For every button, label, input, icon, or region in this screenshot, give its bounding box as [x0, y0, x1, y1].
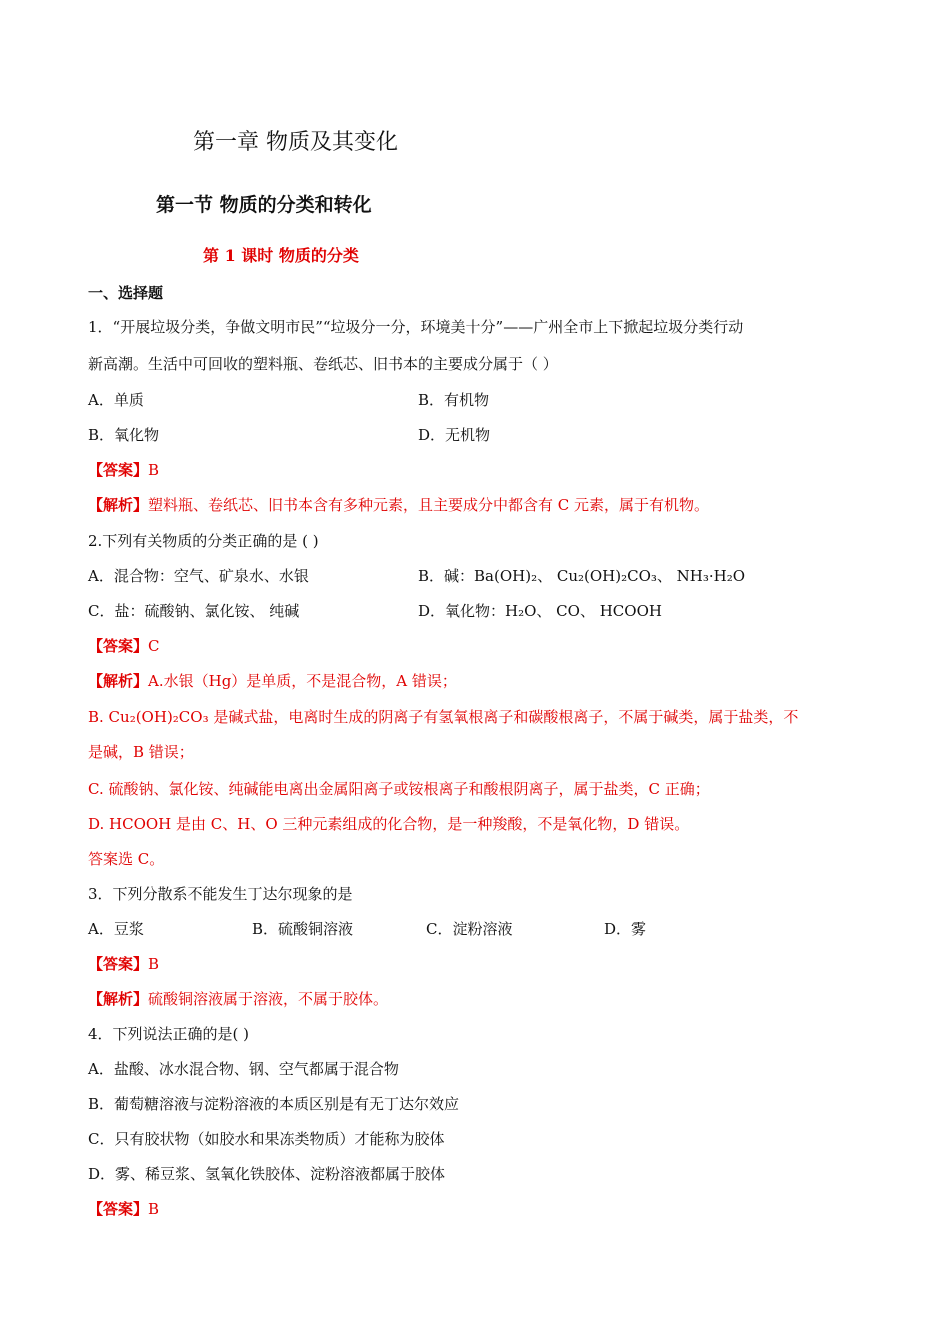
- q3-analysis: [88, 988, 388, 1009]
- answer-value: B: [148, 955, 160, 973]
- q2-option-b: B．碱：Ba(OH)₂、 Cu₂(OH)₂CO₃、 NH₃·H₂O: [418, 567, 746, 585]
- q2-option-d: D．氧化物：H₂O、 CO、 HCOOH: [418, 602, 662, 620]
- answer-value: B: [148, 461, 160, 479]
- q1-stem-line2: 新高潮。生活中可回收的塑料瓶、卷纸芯、旧书本的主要成分属于（ ）: [88, 355, 558, 373]
- q1-option-c: B．氧化物: [88, 426, 160, 444]
- lesson-title: 第 1 课时 物质的分类: [203, 246, 359, 265]
- q3-option-d: D．雾: [604, 920, 647, 938]
- section-title: 第一节 物质的分类和转化: [156, 194, 372, 216]
- answer-label: 【答案】: [88, 1200, 149, 1218]
- q4-option-c: C．只有胶状物（如胶水和果冻类物质）才能称为胶体: [88, 1130, 445, 1148]
- analysis-label: 【解析】: [88, 496, 149, 514]
- q2-option-c: C．盐：硫酸钠、氯化铵、 纯碱: [88, 602, 300, 620]
- q4-stem: 4．下列说法正确的是( ): [88, 1025, 250, 1043]
- answer-label: 【答案】: [88, 637, 149, 655]
- q2-answer: [88, 635, 160, 656]
- q1-option-a: A．单质: [88, 391, 144, 409]
- q2-analysis-b-line2: 是碱，B 错误；: [88, 743, 194, 761]
- q2-analysis-d: D. HCOOH 是由 C、H、O 三种元素组成的化合物，是一种羧酸，不是氧化物，D 错误。: [88, 815, 690, 833]
- q1-stem-line1: 1．“开展垃圾分类，争做文明市民”“垃圾分一分，环境美十分”——广州全市上下掀起垃圾分类行动: [88, 318, 744, 336]
- analysis-text: 硫酸铜溶液属于溶液，不属于胶体。: [148, 990, 389, 1008]
- q2-option-a: A．混合物：空气、矿泉水、水银: [88, 567, 309, 585]
- q3-answer: [88, 953, 159, 974]
- q4-answer: [88, 1198, 159, 1219]
- q4-option-a: A．盐酸、冰水混合物、钢、空气都属于混合物: [88, 1060, 399, 1078]
- q2-stem: 2.下列有关物质的分类正确的是 ( ): [88, 532, 319, 550]
- q2-conclusion: 答案选 C。: [88, 850, 165, 868]
- q1-answer: [88, 459, 159, 480]
- q1-option-b: B．有机物: [418, 391, 490, 409]
- q4-option-d: D．雾、稀豆浆、氢氧化铁胶体、淀粉溶液都属于胶体: [88, 1165, 446, 1183]
- analysis-text: A.水银（Hg）是单质，不是混合物，A 错误；: [148, 672, 457, 690]
- q3-option-b: B．硫酸铜溶液: [252, 920, 354, 938]
- q1-option-d: D．无机物: [418, 426, 491, 444]
- q2-analysis-b-line1: B. Cu₂(OH)₂CO₃ 是碱式盐，电离时生成的阴离子有氢氧根离子和碳酸根离子，不属于碱类，属于盐类，不: [88, 708, 799, 726]
- part-heading: 一、选择题: [88, 284, 164, 302]
- answer-label: 【答案】: [88, 955, 149, 973]
- answer-value: C: [148, 637, 160, 655]
- answer-value: B: [148, 1200, 160, 1218]
- q2-analysis-a: [88, 670, 457, 691]
- q1-analysis: [88, 494, 709, 515]
- q2-analysis-c: C. 硫酸钠、氯化铵、纯碱能电离出金属阳离子或铵根离子和酸根阴离子，属于盐类，C 正确；: [88, 780, 710, 798]
- chapter-title: 第一章 物质及其变化: [193, 130, 398, 155]
- analysis-text: 塑料瓶、卷纸芯、旧书本含有多种元素，且主要成分中都含有 C 元素，属于有机物。: [148, 496, 710, 514]
- analysis-label: 【解析】: [88, 990, 149, 1008]
- q4-option-b: B．葡萄糖溶液与淀粉溶液的本质区别是有无丁达尔效应: [88, 1095, 460, 1113]
- q3-stem: 3．下列分散系不能发生丁达尔现象的是: [88, 885, 353, 903]
- answer-label: 【答案】: [88, 461, 149, 479]
- q3-option-c: C．淀粉溶液: [426, 920, 513, 938]
- q3-option-a: A．豆浆: [88, 920, 144, 938]
- analysis-label: 【解析】: [88, 672, 149, 690]
